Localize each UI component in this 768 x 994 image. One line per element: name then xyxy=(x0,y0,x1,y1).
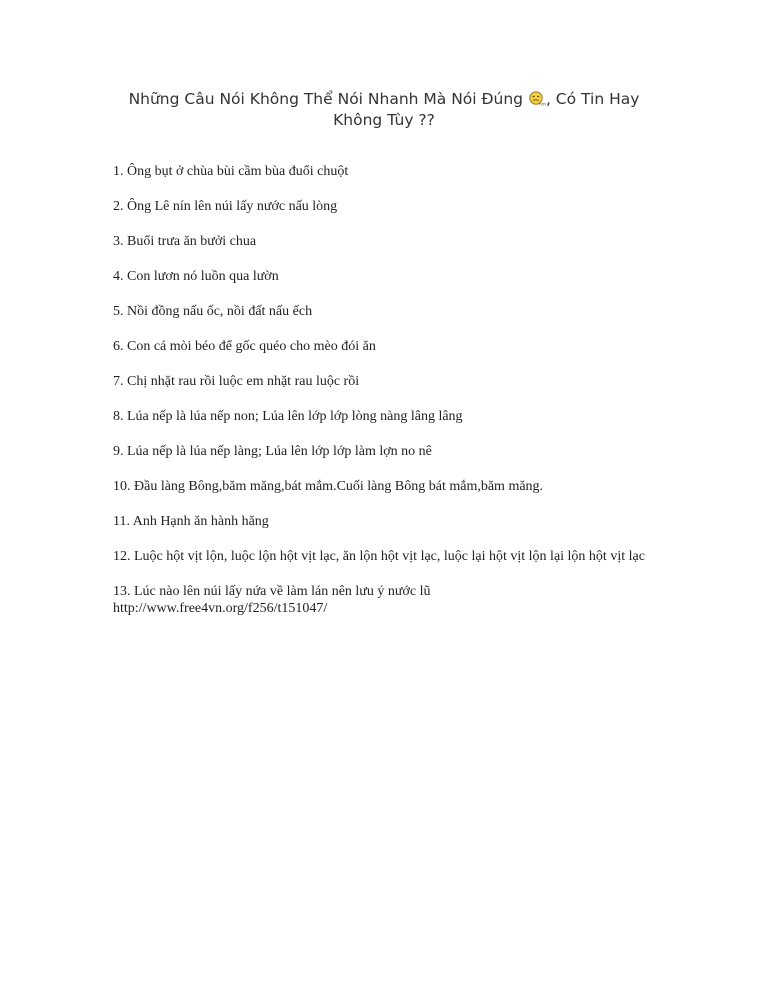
list-item: 11. Anh Hạnh ăn hành hăng xyxy=(113,514,269,529)
list-item: 12. Luộc hột vịt lộn, luộc lộn hột vịt lạc, ăn lộn hột vịt lạc, luộc lại hột vịt lộn lại lộn hột vịt lạc xyxy=(113,549,645,564)
list-item-last xyxy=(113,583,658,617)
svg-text:hm: hm xyxy=(539,101,546,107)
title-part-2: , Có Tin Hay xyxy=(545,90,640,108)
list-item: 7. Chị nhặt rau rồi luộc em nhặt rau luộc rồi xyxy=(113,374,360,389)
tongue-twister-list xyxy=(113,163,658,617)
document-title xyxy=(96,89,672,131)
source-link[interactable]: http://www.free4vn.org/f256/t151047/ xyxy=(113,601,328,616)
list-item-text: 13. Lúc nào lên núi lấy nứa về làm lán nên lưu ý nước lũ xyxy=(113,584,431,599)
list-item: 6. Con cá mòi béo để gốc quéo cho mèo đói ăn xyxy=(113,339,376,354)
title-part-3: Không Tùy ?? xyxy=(333,111,435,129)
list-item: 1. Ông bụt ở chùa bùi cầm bùa đuổi chuột xyxy=(113,164,349,179)
list-item: 9. Lúa nếp là lúa nếp làng; Lúa lên lớp lớp làm lợn no nê xyxy=(113,444,432,459)
list-item: 3. Buổi trưa ăn bưởi chua xyxy=(113,234,257,249)
list-item: 10. Đầu làng Bông,băm măng,bát mắm.Cuối làng Bông bát mắm,băm măng. xyxy=(113,479,544,494)
list-item: 4. Con lươn nó luồn qua lườn xyxy=(113,269,279,284)
title-part-1: Những Câu Nói Không Thể Nói Nhanh Mà Nói Đúng xyxy=(128,90,524,108)
confused-smiley-icon xyxy=(529,91,545,106)
list-item: 8. Lúa nếp là lúa nếp non; Lúa lên lớp lớp lòng nàng lâng lâng xyxy=(113,409,463,424)
list-item: 2. Ông Lê nín lên núi lấy nước nấu lòng xyxy=(113,199,338,214)
list-item: 5. Nồi đồng nấu ốc, nồi đất nấu ếch xyxy=(113,304,313,319)
